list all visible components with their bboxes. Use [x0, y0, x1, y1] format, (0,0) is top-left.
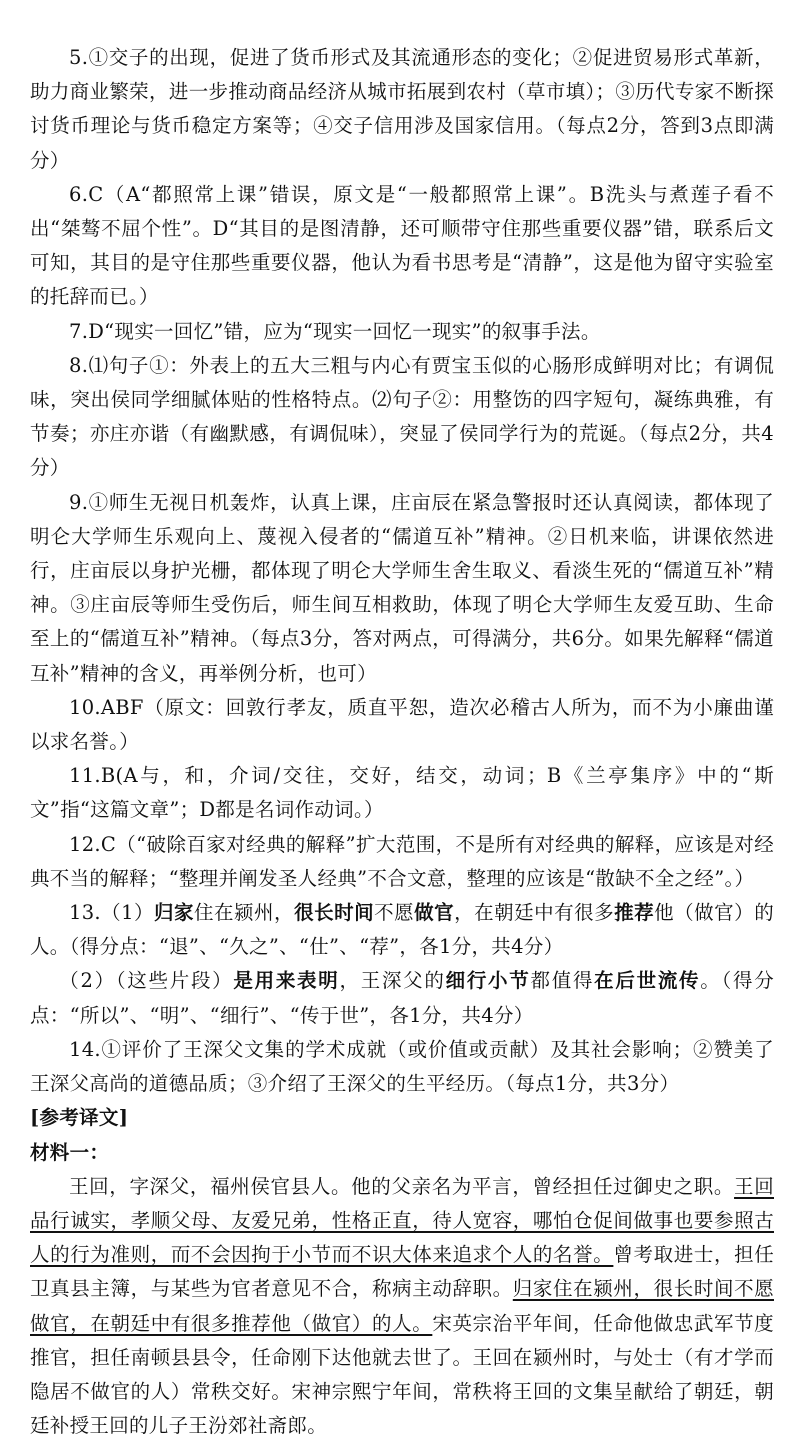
- answer-q6: 6.C（A“都照常上课”错误，原文是“一般都照常上课”。B洗头与煮莲子看不出“桀骜不屈个性”。D“其目的是图清静，还可顺带守住那些重要仪器”错，联系后文可知，其目的是守住那些重要仪器，他认为看书思考是“清静”，这是他为留守实验室的托辞而已。）: [30, 182, 774, 309]
- reference-translation-heading: [参考译文]: [30, 1106, 129, 1130]
- answer-q14: 14.①评价了王深父文集的学术成就（或价值或贡献）及其社会影响；②赞美了王深父高尚的道德品质；③介绍了王深父的生平经历。（每点1分，共3分）: [30, 1037, 774, 1096]
- answer-q13-part1: 13.（1）归家住在颍州，很长时间不愿做官，在朝廷中有很多推荐他（做官）的人。（得分点：“退”、“久之”、“仕”、“荐”，各1分，共4分）: [30, 901, 774, 959]
- answer-q13-part2: （2）（这些片段）是用来表明，王深父的细行小节都值得在后世流传。（得分点：“所以”、“明”、“细行”、“传于世”，各1分，共4分）: [30, 969, 774, 1027]
- answer-q10: 10.ABF（原文：回敦行孝友，质直平恕，造次必稽古人所为，而不为小廉曲谨以求名誉。）: [30, 695, 774, 754]
- answer-q12: 12.C（“破除百家对经典的解释”扩大范围，不是所有对经典的解释，应该是对经典不当的解释；“整理并阐发圣人经典”不合文意，整理的应该是“散缺不全之经”。）: [30, 832, 774, 890]
- underlined-passage-2: 归家住在颍州，很长时间不愿做官，在朝廷中有很多推荐他（做官）的人。: [30, 1277, 774, 1335]
- answer-q11: 11.B(A与，和，介词/交往，交好，结交，动词；B《兰亭集序》中的“斯文”指“这篇文章”；D都是名词作动词。）: [30, 764, 774, 822]
- translation-paragraph: 王回，字深父，福州侯官县人。他的父亲名为平言，曾经担任过御史之职。王回品行诚实，孝顺父母、友爱兄弟，性格正直，待人宽容，哪怕仓促间做事也要参照古人的行为准则，而不会因拘于小节而不识大体来追求个人的名誉。曾考取进士，担任卫真县主簿，与某些为官者意见不合，称病主动辞职。归家住在颍州，很长时间不愿做官，在朝廷中有很多推荐他（做官）的人。宋英宗治平年间，任命他做忠武军节度推官，担任南顿县县令，任命刚下达他就去世了。王回在颍州时，与处士（有才学而隐居不做官的人）常秩交好。宋神宗熙宁年间，常秩将王回的文集呈献给了朝廷，朝廷补授王回的儿子王汾郊社斋郎。: [30, 1174, 775, 1438]
- answer-q8: 8.⑴句子①：外表上的五大三粗与内心有贾宝玉似的心肠形成鲜明对比；有调侃味，突出侯同学细腻体贴的性格特点。⑵句子②：用整饬的四字短句，凝练典雅，有节奏；亦庄亦谐（有幽默感，有调侃味），突显了侯同学行为的荒诞。（每点2分，共4分）: [30, 353, 774, 480]
- answer-q9: 9.①师生无视日机轰炸，认真上课，庄亩辰在紧急警报时还认真阅读，都体现了明仑大学师生乐观向上、蔑视入侵者的“儒道互补”精神。②日机来临，讲课依然进行，庄亩辰以身护光栅，都体现了明仑大学师生舍生取义、看淡生死的“儒道互补”精神。③庄亩辰等师生受伤后，师生间互相救助，体现了明仑大学师生友爱互助、生命至上的“儒道互补”精神。（每点3分，答对两点，可得满分，共6分。如果先解释“儒道互补”精神的含义，再举例分析，也可）: [30, 490, 774, 685]
- answer-q5: 5.①交子的出现，促进了货币形式及其流通形态的变化；②促进贸易形式革新，助力商业繁荣，进一步推动商品经济从城市拓展到农村（草市填）；③历代专家不断探讨货币理论与货币稳定方案等；④交子信用涉及国家信用。（每点2分，答到3点即满分）: [30, 46, 774, 172]
- material-one-heading: 材料一：: [30, 1140, 110, 1164]
- answer-q7: 7.D“现实一回忆”错，应为“现实一回忆一现实”的叙事手法。: [69, 319, 601, 343]
- underlined-passage-1: 王回品行诚实，孝顺父母、友爱兄弟，性格正直，待人宽容，哪怕仓促间做事也要参照古人的行为准则，而不会因拘于小节而不识大体来追求个人的名誉。: [30, 1174, 774, 1267]
